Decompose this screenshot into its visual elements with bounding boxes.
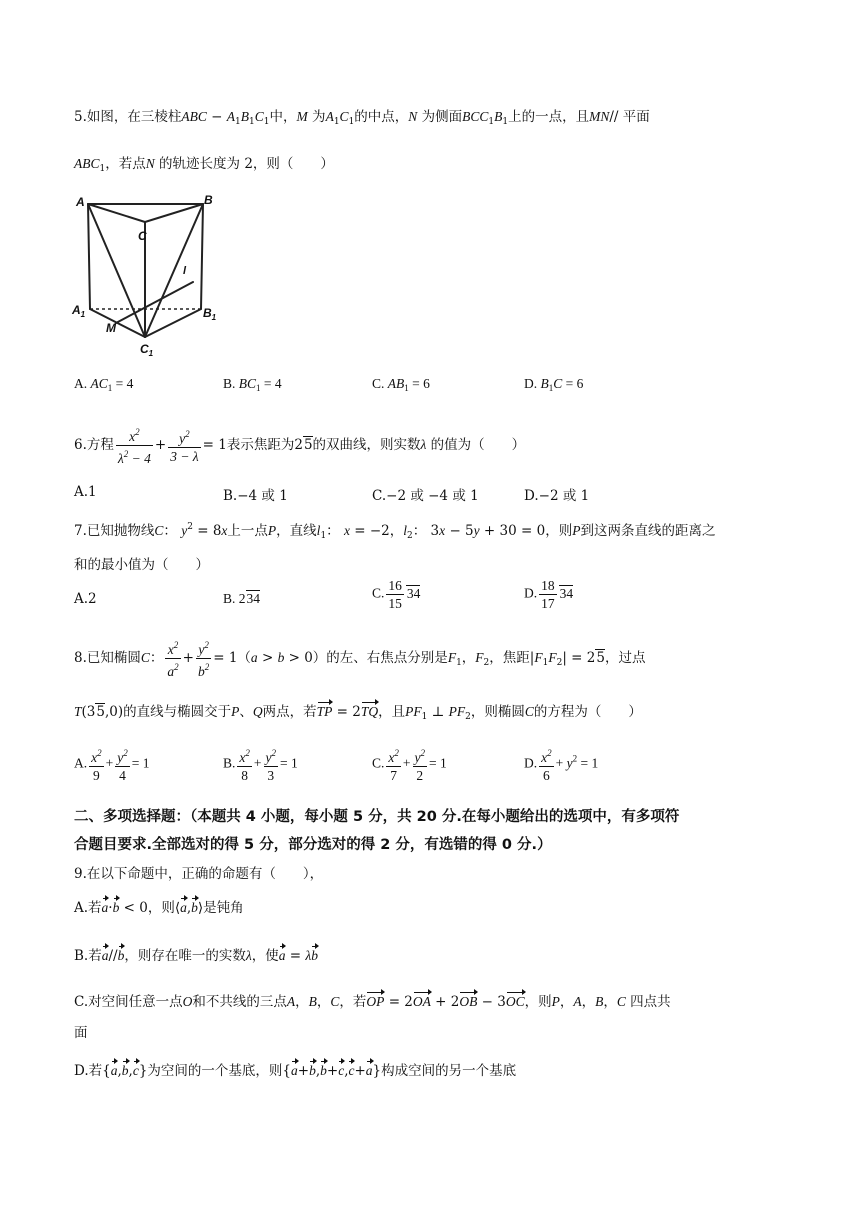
line-bc1	[145, 204, 203, 337]
q9-option-c-line1[interactable]: C.对空间任意一点O和不共线的三点A，B，C，若OP = 2OA + 2OB − 3OC，则P，A，B，C 四点共	[74, 994, 671, 1010]
edge-bc	[145, 204, 203, 222]
q5-option-a[interactable]: A. $AC_1 = 4$	[74, 376, 134, 393]
q5-option-c[interactable]: C. $AB_1 = 6$	[372, 376, 430, 393]
label-l: l	[183, 265, 187, 277]
label-b1: $B_1$	[203, 306, 217, 322]
q9-option-b[interactable]: B.若a//b，则存在唯一的实数λ，使a = λb	[74, 948, 318, 964]
q8-option-b[interactable]: B. $\frac{x^2}{8}$ + $\frac{y^2}{3}$ = 1	[223, 745, 298, 784]
q6-option-b[interactable]: B.−4 或 1	[223, 488, 288, 504]
section2-line2: 合题目要求.全部选对的得 5 分，部分选对的得 2 分，有选错的得 0 分.）	[74, 837, 552, 853]
q7-option-c[interactable]: C. $\frac{16}{15}$ 34	[372, 578, 421, 611]
q7-option-b[interactable]: B. 234	[223, 591, 261, 606]
edge-bb1	[201, 204, 203, 309]
q9-option-c-line2: 面	[74, 1025, 88, 1041]
q9-option-d[interactable]: D.若{a,b,c}为空间的一个基底，则{a+b,b+c,c+a}构成空间的另一个基底	[74, 1063, 517, 1079]
q7-line1: 7.已知抛物线C： $y^2 = 8x$上一点P，直线$l_1$： x = −2，$l_2$： 3x − 5y + 30 = 0，则P到这两条直线的距离之	[74, 522, 716, 541]
q6-option-c[interactable]: C.−2 或 −4 或 1	[372, 488, 479, 504]
q8-option-d[interactable]: D. $\frac{x^2}{6}$ + $y^2 = 1$	[524, 745, 598, 784]
q5-option-b[interactable]: B. $BC_1 = 4$	[223, 376, 282, 393]
edge-b1c1	[145, 309, 201, 337]
q8-line1: 8.已知椭圆C： $\frac{x^2}{a^2}$ + $\frac{y^2}{b^2}$ = 1（a > b > 0）的左、右焦点分别是$F_1$，$F_2$，焦距$|F_1F_2| = 25$，过点	[74, 637, 645, 680]
q5-option-d[interactable]: D. $B_1C = 6$	[524, 376, 584, 393]
edge-aa1	[88, 204, 90, 309]
label-c1: $C_1$	[140, 342, 154, 358]
q9-stem: 9.在以下命题中，正确的命题有（ ），	[74, 866, 324, 882]
edge-ac	[88, 204, 145, 222]
q7-option-a[interactable]: A.2	[74, 591, 97, 607]
prism-figure	[68, 192, 218, 362]
label-m: M	[106, 321, 116, 335]
q7-line2: 和的最小值为（ ）	[74, 557, 209, 573]
q6-option-d[interactable]: D.−2 或 1	[524, 488, 590, 504]
q5-line2: $ABC_1$，若点N 的轨迹长度为 2，则（ ）	[74, 156, 334, 174]
section2-line1: 二、多项选择题：（本题共 4 小题，每小题 5 分，共 20 分.在每小题给出的选项中，有多项符	[74, 809, 680, 825]
line-ac1	[88, 204, 145, 337]
q6-stem: 6.方程 $\frac{x^2}{\lambda^2 - 4}$ + $\frac{y^2}{3 - \lambda}$ = 1表示焦距为25的双曲线，则实数λ 的值为（ ）	[74, 424, 525, 467]
q6-option-a[interactable]: A.1	[74, 484, 97, 500]
label-b: B	[204, 193, 213, 207]
label-a: A	[76, 195, 85, 209]
q8-option-c[interactable]: C. $\frac{x^2}{7}$ + $\frac{y^2}{2}$ = 1	[372, 745, 447, 784]
label-c: C	[138, 229, 147, 243]
q8-option-a[interactable]: A. $\frac{x^2}{9}$ + $\frac{y^2}{4}$ = 1	[74, 745, 150, 784]
q8-line2: T(35,0)的直线与椭圆交于P、Q两点，若TP = 2TQ，且$PF_1$ ⊥ $PF_2$，则椭圆C的方程为（ ）	[74, 704, 642, 722]
q7-option-d[interactable]: D. $\frac{18}{17}$ 34	[524, 578, 574, 611]
label-a1: $A_1$	[72, 303, 86, 319]
q9-option-a[interactable]: A.若a·b < 0，则⟨a,b⟩是钝角	[74, 900, 244, 916]
q5-line1: 5.如图，在三棱柱ABC − $A_1B_1C_1$中，M 为$A_1C_1$的中点，N 为侧面$BCC_1B_1$上的一点，且MN// 平面	[74, 109, 650, 127]
